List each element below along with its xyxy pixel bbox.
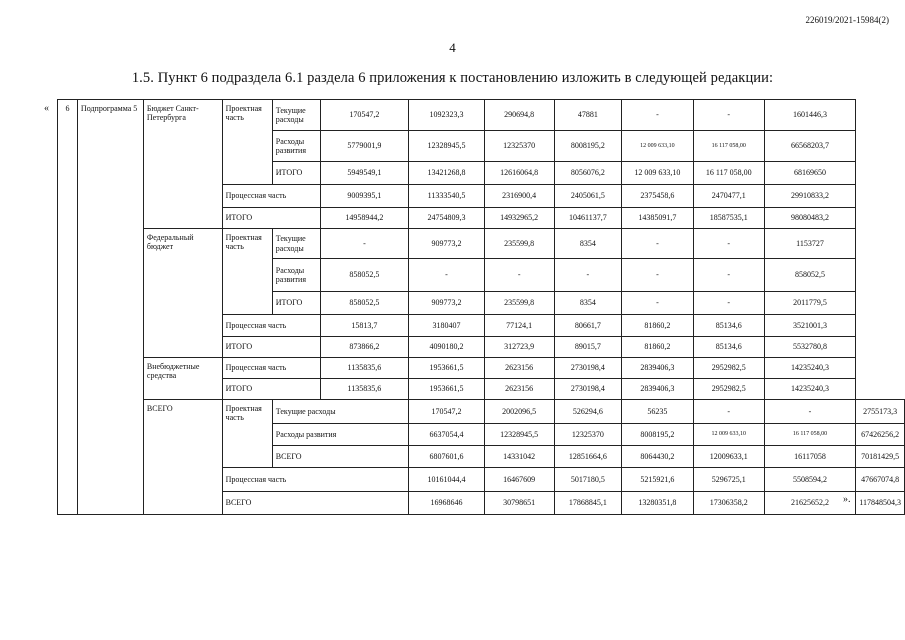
value-cell: 1135835,6: [320, 358, 409, 379]
value-cell: 47667074,8: [856, 468, 905, 492]
value-cell: 16117058: [764, 446, 856, 468]
value-cell: 24754809,3: [409, 208, 484, 229]
value-cell: 2952982,5: [693, 379, 764, 400]
project-part-cell: Проектная часть: [222, 229, 272, 315]
value-cell: -: [693, 400, 764, 424]
value-cell: 16 117 058,00: [693, 162, 764, 185]
value-cell: 235599,8: [484, 229, 554, 259]
value-cell: 3180407: [409, 315, 484, 337]
table-row: [58, 100, 905, 131]
value-cell: 18587535,1: [693, 208, 764, 229]
value-cell: 81860,2: [622, 337, 694, 358]
value-cell: 2316900,4: [484, 185, 554, 208]
value-cell: -: [554, 259, 621, 292]
value-cell: 1953661,5: [409, 379, 484, 400]
page-number: 4: [449, 40, 456, 55]
value-cell: 858052,5: [764, 259, 856, 292]
process-part-label: Процессная часть: [222, 315, 320, 337]
itogo-label: ИТОГО: [222, 379, 320, 400]
value-cell: 85134,6: [693, 337, 764, 358]
value-cell: 5949549,1: [320, 162, 409, 185]
value-cell: 312723,9: [484, 337, 554, 358]
project-part-cell: Проектная часть: [222, 400, 272, 468]
value-cell: 5017180,5: [554, 468, 621, 492]
value-cell: 170547,2: [320, 100, 409, 131]
value-cell: 2011779,5: [764, 292, 856, 315]
vsego-label: ВСЕГО: [272, 446, 409, 468]
value-cell: 2623156: [484, 358, 554, 379]
value-cell: 6807601,6: [409, 446, 484, 468]
value-cell: 68169650: [764, 162, 856, 185]
value-cell: 98080483,2: [764, 208, 856, 229]
value-cell: 2623156: [484, 379, 554, 400]
current-expenses-label: Текущие расходы: [272, 400, 409, 424]
value-cell: 12 009 633,10: [693, 424, 764, 446]
value-cell: 5215921,6: [622, 468, 694, 492]
table-row: [58, 358, 905, 379]
value-cell: 80661,7: [554, 315, 621, 337]
value-cell: 8354: [554, 229, 621, 259]
table-row: [58, 400, 905, 424]
value-cell: 858052,5: [320, 292, 409, 315]
value-cell: 12328945,5: [484, 424, 554, 446]
value-cell: 9009395,1: [320, 185, 409, 208]
value-cell: 14235240,3: [764, 358, 856, 379]
value-cell: 12 009 633,10: [622, 162, 694, 185]
value-cell: 1953661,5: [409, 358, 484, 379]
opening-quote: «: [44, 103, 49, 114]
value-cell: 66568203,7: [764, 131, 856, 162]
value-cell: -: [622, 292, 694, 315]
federal-budget-cell: Федеральный бюджет: [143, 229, 222, 358]
value-cell: 12009633,1: [693, 446, 764, 468]
project-part-cell: Проектная часть: [222, 100, 272, 185]
document-id: 226019/2021-15984(2): [805, 15, 889, 25]
value-cell: 1153727: [764, 229, 856, 259]
value-cell: 29910833,2: [764, 185, 856, 208]
value-cell: 70181429,5: [856, 446, 905, 468]
value-cell: 8056076,2: [554, 162, 621, 185]
value-cell: 2730198,4: [554, 358, 621, 379]
value-cell: -: [320, 229, 409, 259]
value-cell: 909773,2: [409, 292, 484, 315]
value-cell: -: [764, 400, 856, 424]
value-cell: 2375458,6: [622, 185, 694, 208]
value-cell: 6637054,4: [409, 424, 484, 446]
value-cell: 5532780,8: [764, 337, 856, 358]
value-cell: 2730198,4: [554, 379, 621, 400]
value-cell: 170547,2: [409, 400, 484, 424]
value-cell: 8008195,2: [554, 131, 621, 162]
value-cell: 21625652,2: [764, 492, 856, 515]
value-cell: 11333540,5: [409, 185, 484, 208]
value-cell: 10161044,4: [409, 468, 484, 492]
value-cell: 1135835,6: [320, 379, 409, 400]
value-cell: 526294,6: [554, 400, 621, 424]
value-cell: 1601446,3: [764, 100, 856, 131]
value-cell: 2405061,5: [554, 185, 621, 208]
value-cell: 89015,7: [554, 337, 621, 358]
value-cell: 81860,2: [622, 315, 694, 337]
program-cell: Подпрограмма 5: [77, 100, 143, 515]
value-cell: 14331042: [484, 446, 554, 468]
value-cell: 77124,1: [484, 315, 554, 337]
value-cell: 13421268,8: [409, 162, 484, 185]
process-part-label: Процессная часть: [222, 358, 320, 379]
process-part-label: Процессная часть: [222, 468, 409, 492]
development-expenses-label: Расходы развития: [272, 259, 320, 292]
value-cell: 5508594,2: [764, 468, 856, 492]
value-cell: 12851664,6: [554, 446, 621, 468]
value-cell: 16 117 058,00: [693, 131, 764, 162]
section-heading: 1.5. Пункт 6 подраздела 6.1 раздела 6 приложения к постановлению изложить в следующей редакции:: [131, 70, 774, 86]
value-cell: 10461137,7: [554, 208, 621, 229]
budget-table: [57, 99, 905, 515]
value-cell: -: [693, 292, 764, 315]
value-cell: 12 009 633,10: [622, 131, 694, 162]
current-expenses-label: Текущие расходы: [272, 100, 320, 131]
value-cell: 1092323,3: [409, 100, 484, 131]
value-cell: 2002096,5: [484, 400, 554, 424]
vsego-label: ВСЕГО: [222, 492, 409, 515]
value-cell: 2839406,3: [622, 379, 694, 400]
value-cell: 16 117 058,00: [764, 424, 856, 446]
value-cell: 8354: [554, 292, 621, 315]
value-cell: -: [622, 229, 694, 259]
value-cell: 8008195,2: [622, 424, 694, 446]
value-cell: 235599,8: [484, 292, 554, 315]
value-cell: 15813,7: [320, 315, 409, 337]
development-expenses-label: Расходы развития: [272, 131, 320, 162]
value-cell: 14932965,2: [484, 208, 554, 229]
value-cell: 14235240,3: [764, 379, 856, 400]
value-cell: 873866,2: [320, 337, 409, 358]
itogo-label: ИТОГО: [272, 162, 320, 185]
value-cell: 47881: [554, 100, 621, 131]
value-cell: -: [622, 259, 694, 292]
value-cell: 85134,6: [693, 315, 764, 337]
budget-spb-cell: Бюджет Санкт-Петербурга: [143, 100, 222, 229]
value-cell: 858052,5: [320, 259, 409, 292]
value-cell: 5779001,9: [320, 131, 409, 162]
itogo-label: ИТОГО: [272, 292, 320, 315]
closing-quote: ».: [843, 494, 851, 505]
value-cell: 14385091,7: [622, 208, 694, 229]
value-cell: 56235: [622, 400, 694, 424]
value-cell: 12325370: [484, 131, 554, 162]
itogo-label: ИТОГО: [222, 208, 320, 229]
value-cell: 5296725,1: [693, 468, 764, 492]
value-cell: 290694,8: [484, 100, 554, 131]
value-cell: 17306358,2: [693, 492, 764, 515]
value-cell: 12616064,8: [484, 162, 554, 185]
extra-budget-cell: Внебюджетные средства: [143, 358, 222, 400]
value-cell: 2952982,5: [693, 358, 764, 379]
process-part-label: Процессная часть: [222, 185, 320, 208]
value-cell: 8064430,2: [622, 446, 694, 468]
value-cell: -: [693, 229, 764, 259]
value-cell: 13280351,8: [622, 492, 694, 515]
value-cell: 16968646: [409, 492, 484, 515]
value-cell: -: [409, 259, 484, 292]
value-cell: 2470477,1: [693, 185, 764, 208]
value-cell: 14958944,2: [320, 208, 409, 229]
value-cell: 17868845,1: [554, 492, 621, 515]
value-cell: 16467609: [484, 468, 554, 492]
value-cell: -: [693, 259, 764, 292]
development-expenses-label: Расходы развития: [272, 424, 409, 446]
value-cell: 12325370: [554, 424, 621, 446]
row-index-cell: 6: [58, 100, 78, 515]
current-expenses-label: Текущие расходы: [272, 229, 320, 259]
value-cell: 67426256,2: [856, 424, 905, 446]
value-cell: 4090180,2: [409, 337, 484, 358]
value-cell: 3521001,3: [764, 315, 856, 337]
value-cell: 909773,2: [409, 229, 484, 259]
value-cell: -: [693, 100, 764, 131]
value-cell: 30798651: [484, 492, 554, 515]
value-cell: 117848504,3: [856, 492, 905, 515]
value-cell: 12328945,5: [409, 131, 484, 162]
table-row: [58, 229, 905, 259]
value-cell: 2755173,3: [856, 400, 905, 424]
value-cell: -: [484, 259, 554, 292]
value-cell: -: [622, 100, 694, 131]
value-cell: 2839406,3: [622, 358, 694, 379]
total-all-cell: ВСЕГО: [143, 400, 222, 515]
itogo-label: ИТОГО: [222, 337, 320, 358]
